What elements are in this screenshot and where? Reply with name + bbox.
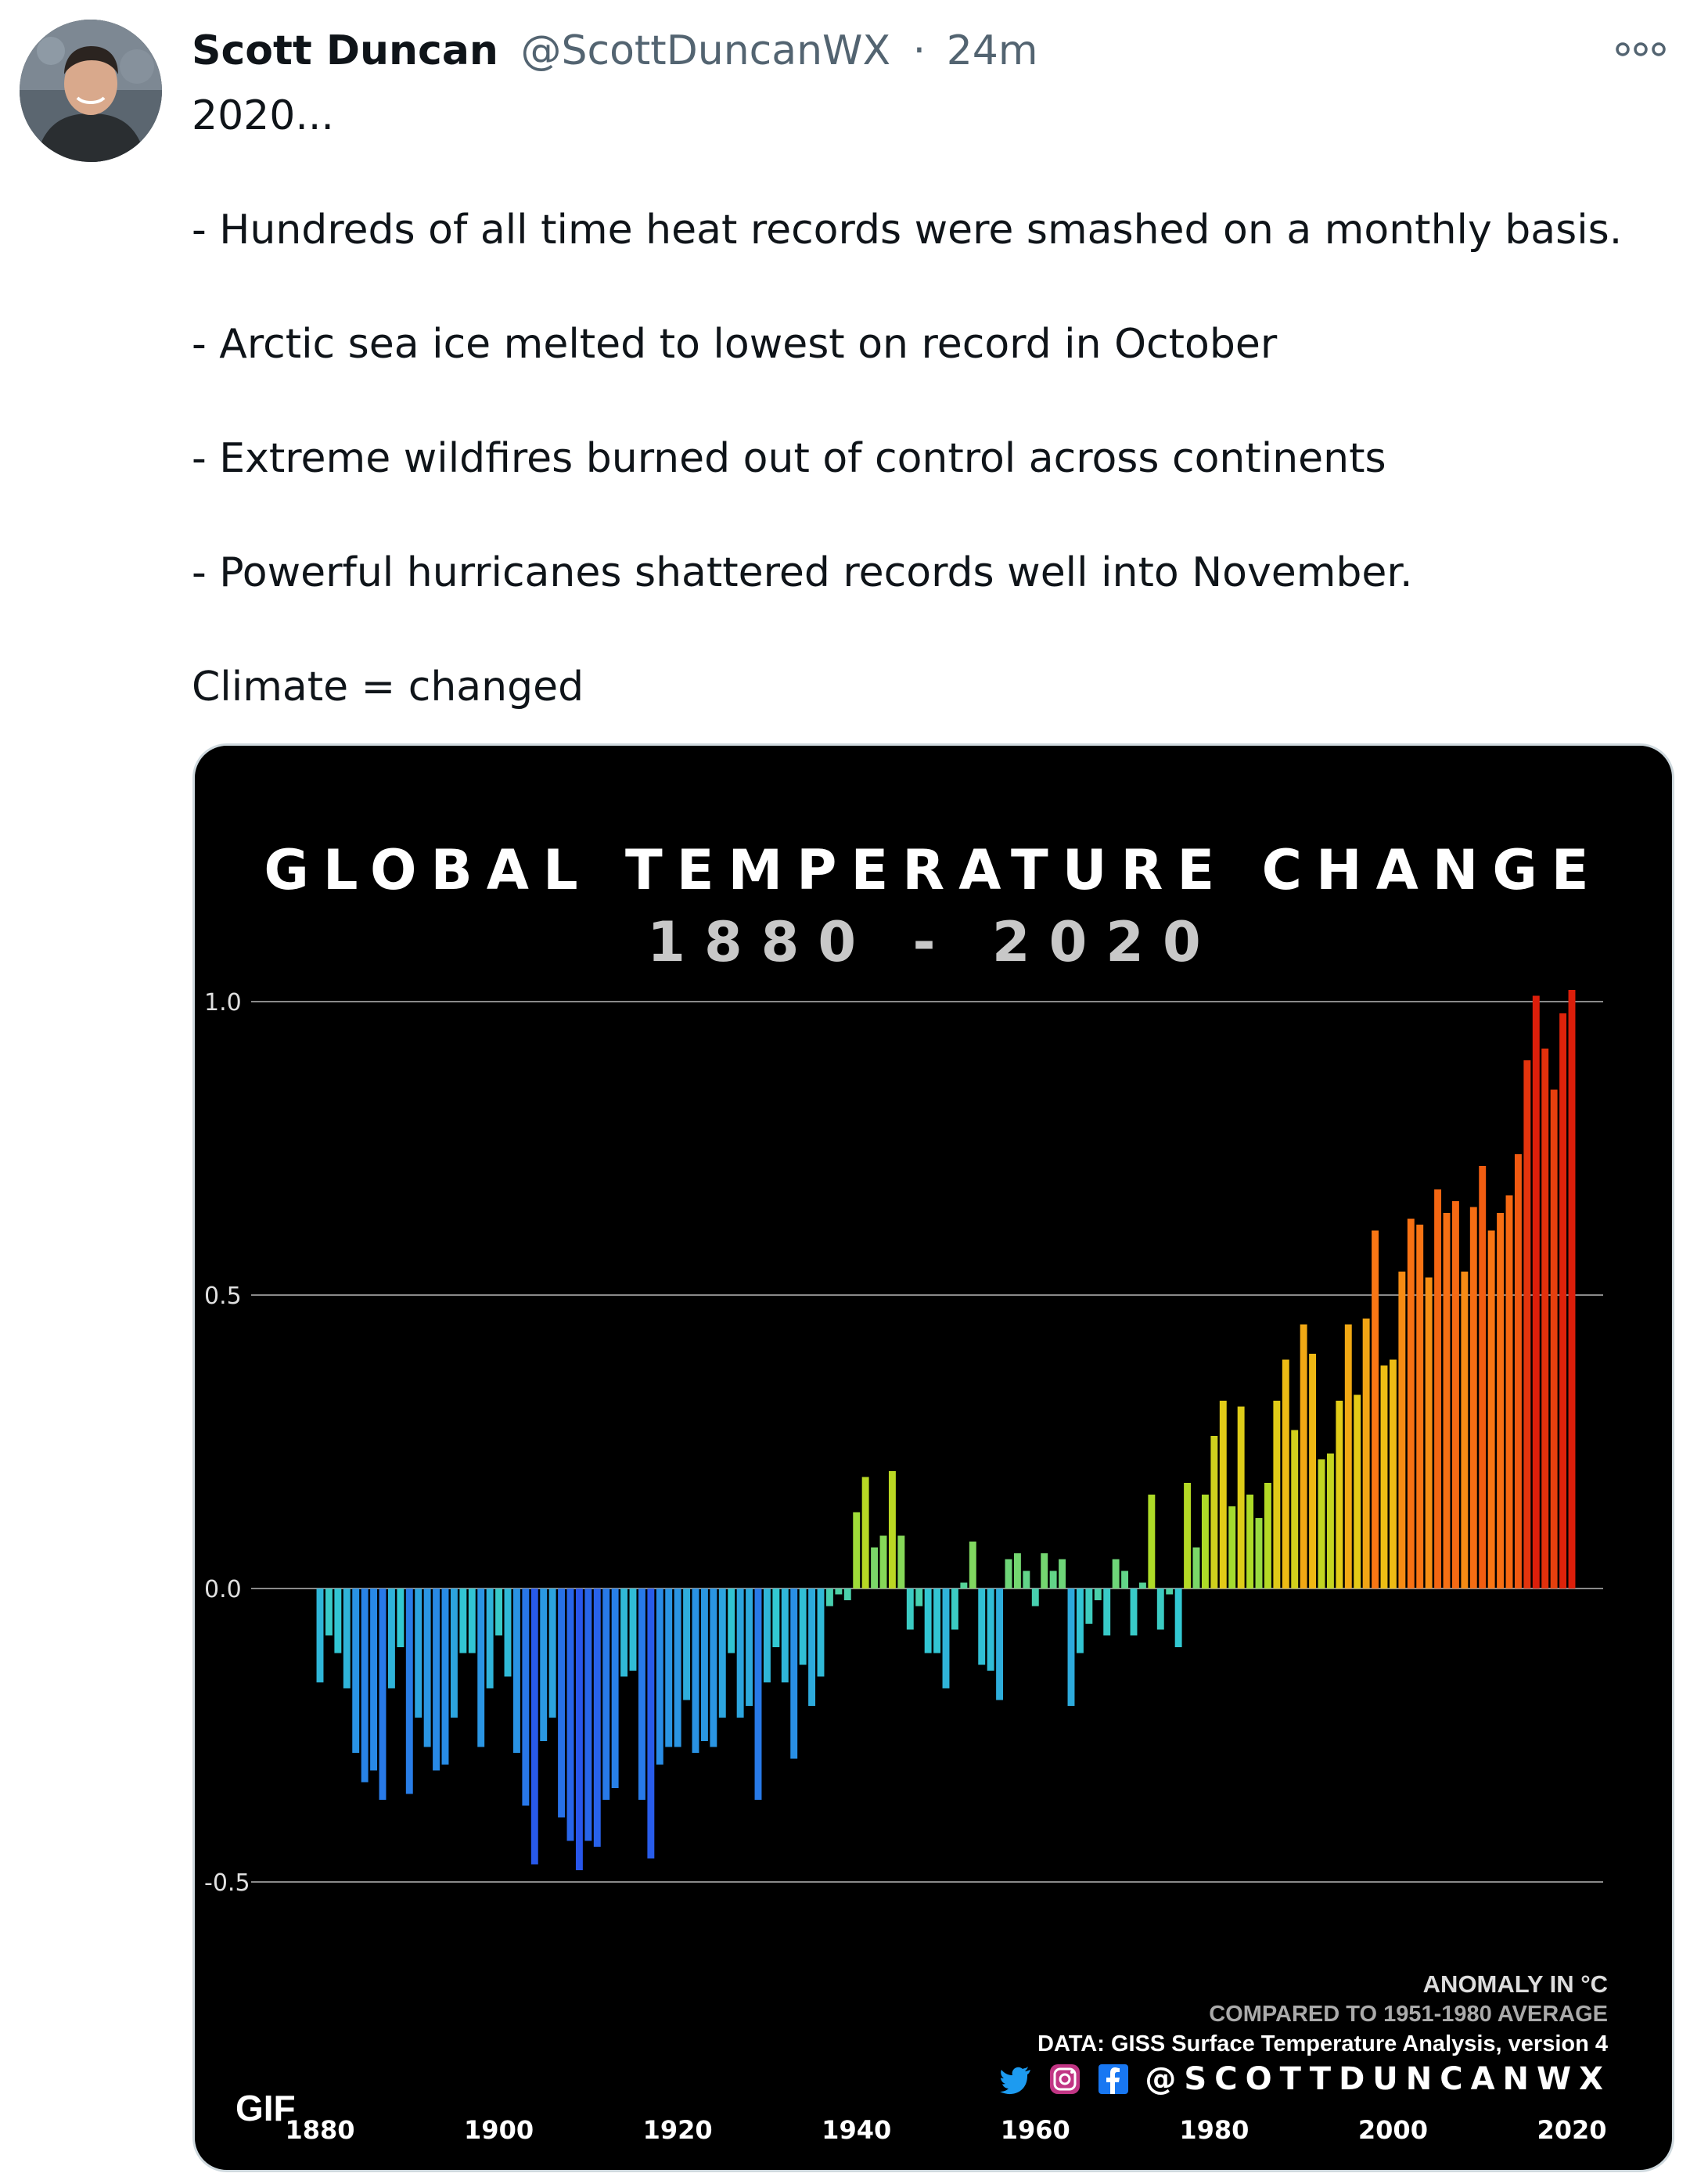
chart-baseline-label: COMPARED TO 1951-1980 AVERAGE bbox=[1209, 2002, 1608, 2027]
data-bar bbox=[897, 1536, 904, 1589]
tweet-header bbox=[192, 23, 1038, 78]
data-bar bbox=[612, 1589, 619, 1788]
data-bar bbox=[531, 1589, 538, 1865]
tweet-line: - Arctic sea ice melted to lowest on record in October bbox=[192, 321, 1278, 368]
data-bar bbox=[549, 1589, 556, 1718]
data-bar bbox=[1336, 1401, 1343, 1589]
chart-data-source: DATA: GISS Surface Temperature Analysis, version 4 bbox=[1037, 2031, 1608, 2056]
data-bar bbox=[1059, 1560, 1066, 1589]
data-bar bbox=[710, 1589, 717, 1747]
data-bar bbox=[1238, 1407, 1245, 1589]
data-bar bbox=[1488, 1231, 1495, 1589]
data-bar bbox=[370, 1589, 377, 1771]
data-bar bbox=[880, 1536, 887, 1589]
data-bar bbox=[1157, 1589, 1164, 1630]
separator-dot: · bbox=[912, 27, 926, 74]
data-bar bbox=[853, 1513, 860, 1589]
data-bar bbox=[1434, 1189, 1441, 1589]
data-bar bbox=[1282, 1360, 1289, 1589]
data-bar bbox=[871, 1548, 878, 1589]
data-bar bbox=[325, 1589, 333, 1635]
data-bar bbox=[1121, 1571, 1128, 1589]
data-bar bbox=[1408, 1219, 1415, 1589]
data-bar bbox=[1479, 1166, 1486, 1589]
gif-badge: GIF bbox=[236, 2088, 296, 2128]
data-bar bbox=[925, 1589, 932, 1653]
tweet-line: - Hundreds of all time heat records were smashed on a monthly basis. bbox=[192, 207, 1623, 254]
data-bar bbox=[1318, 1459, 1325, 1589]
data-bar bbox=[433, 1589, 440, 1771]
data-bar bbox=[1381, 1365, 1388, 1589]
x-tick-label: 1960 bbox=[1000, 2115, 1070, 2145]
data-bar bbox=[522, 1589, 529, 1806]
data-bar bbox=[692, 1589, 699, 1753]
data-bar bbox=[495, 1589, 502, 1635]
data-bar bbox=[782, 1589, 789, 1682]
author-handle[interactable]: @ScottDuncanWX bbox=[520, 27, 891, 74]
data-bar bbox=[1175, 1589, 1182, 1647]
avatar[interactable] bbox=[20, 20, 162, 162]
data-bar bbox=[630, 1589, 637, 1671]
data-bar bbox=[451, 1589, 458, 1718]
data-bar bbox=[1095, 1589, 1102, 1600]
data-bar bbox=[1202, 1495, 1209, 1589]
tweet-time[interactable]: 24m bbox=[946, 27, 1038, 74]
data-bar bbox=[1309, 1354, 1316, 1589]
data-bar bbox=[1452, 1201, 1459, 1589]
tweet-line: 2020... bbox=[192, 92, 334, 139]
x-tick-label: 1940 bbox=[822, 2115, 892, 2145]
y-tick-label: 1.0 bbox=[204, 989, 242, 1016]
data-bar bbox=[647, 1589, 654, 1858]
data-bar bbox=[915, 1589, 922, 1607]
data-bar bbox=[567, 1589, 574, 1841]
data-bar bbox=[469, 1589, 476, 1653]
data-bar bbox=[1220, 1401, 1227, 1589]
data-bar bbox=[415, 1589, 422, 1718]
data-bar bbox=[1005, 1560, 1012, 1589]
data-bar bbox=[1497, 1213, 1504, 1589]
data-bar bbox=[1551, 1090, 1558, 1589]
data-bar bbox=[656, 1589, 663, 1765]
data-bar bbox=[424, 1589, 431, 1747]
data-bar bbox=[1273, 1401, 1280, 1589]
data-bar bbox=[943, 1589, 950, 1689]
data-bar bbox=[1345, 1325, 1352, 1589]
data-bar bbox=[343, 1589, 351, 1689]
data-bar bbox=[1300, 1325, 1307, 1589]
data-bar bbox=[1264, 1483, 1271, 1589]
data-bar bbox=[1291, 1430, 1298, 1589]
data-bar bbox=[1184, 1483, 1191, 1589]
data-bar bbox=[808, 1589, 815, 1706]
data-bar bbox=[1416, 1225, 1423, 1589]
data-bar bbox=[1559, 1013, 1566, 1589]
chart-title: GLOBAL TEMPERATURE CHANGE bbox=[264, 838, 1603, 902]
author-name[interactable]: Scott Duncan bbox=[192, 27, 498, 74]
data-bar bbox=[459, 1589, 466, 1653]
data-bar bbox=[987, 1589, 994, 1671]
data-bar bbox=[1470, 1207, 1477, 1589]
data-bar bbox=[1103, 1589, 1110, 1635]
y-tick-label: -0.5 bbox=[204, 1869, 250, 1897]
social-handle: @SCOTTDUNCANWX bbox=[1145, 2061, 1611, 2097]
data-bar bbox=[719, 1589, 726, 1718]
data-bar bbox=[960, 1583, 967, 1589]
data-bar bbox=[728, 1589, 735, 1653]
twitter-icon bbox=[999, 2062, 1034, 2096]
tweet-line: - Extreme wildfires burned out of control across continents bbox=[192, 435, 1386, 482]
facebook-icon bbox=[1096, 2062, 1131, 2096]
x-tick-label: 1920 bbox=[642, 2115, 713, 2145]
data-bar bbox=[737, 1589, 744, 1718]
data-bar bbox=[1014, 1553, 1021, 1589]
data-bar bbox=[505, 1589, 512, 1677]
data-bar bbox=[1398, 1272, 1405, 1589]
data-bar bbox=[317, 1589, 324, 1682]
data-bar bbox=[1193, 1548, 1200, 1589]
data-bar bbox=[951, 1589, 958, 1630]
data-bar bbox=[1131, 1589, 1138, 1635]
data-bar bbox=[1050, 1571, 1057, 1589]
data-bar bbox=[772, 1589, 779, 1647]
data-bar bbox=[1523, 1060, 1530, 1589]
data-bar bbox=[746, 1589, 753, 1706]
data-bar bbox=[602, 1589, 609, 1800]
data-bar bbox=[996, 1589, 1003, 1700]
data-bar bbox=[674, 1589, 681, 1747]
data-bar bbox=[1041, 1553, 1048, 1589]
data-bar bbox=[1032, 1589, 1039, 1607]
data-bar bbox=[1533, 996, 1540, 1589]
data-bar bbox=[620, 1589, 627, 1677]
data-bar bbox=[1113, 1560, 1120, 1589]
data-bar bbox=[1372, 1231, 1379, 1589]
data-bar bbox=[1228, 1506, 1235, 1589]
data-bar bbox=[1077, 1589, 1084, 1653]
data-bar bbox=[576, 1589, 583, 1870]
data-bar bbox=[540, 1589, 547, 1741]
temperature-chart bbox=[195, 746, 1672, 2170]
data-bar bbox=[1068, 1589, 1075, 1706]
data-bar bbox=[1354, 1395, 1361, 1589]
data-bar bbox=[1148, 1495, 1155, 1589]
data-bar bbox=[388, 1589, 395, 1689]
data-bar bbox=[1515, 1154, 1522, 1589]
data-bar bbox=[1327, 1454, 1334, 1589]
data-bar bbox=[513, 1589, 520, 1753]
tweet-line: - Powerful hurricanes shattered records well into November. bbox=[192, 549, 1413, 596]
x-tick-label: 1900 bbox=[464, 2115, 534, 2145]
data-bar bbox=[638, 1589, 645, 1800]
data-bar bbox=[477, 1589, 484, 1747]
more-horizontal-icon[interactable] bbox=[1613, 30, 1668, 69]
data-bar bbox=[1541, 1049, 1548, 1589]
data-bar bbox=[1166, 1589, 1173, 1595]
data-bar bbox=[701, 1589, 708, 1741]
instagram-icon bbox=[1048, 2062, 1082, 2096]
data-bar bbox=[764, 1589, 771, 1682]
data-bar bbox=[755, 1589, 762, 1800]
profile-photo bbox=[20, 20, 162, 162]
data-bar bbox=[790, 1589, 797, 1759]
data-bar bbox=[1444, 1213, 1451, 1589]
x-tick-label: 2020 bbox=[1537, 2115, 1607, 2145]
data-bar bbox=[1085, 1589, 1092, 1624]
data-bar bbox=[361, 1589, 369, 1783]
data-bar bbox=[1363, 1319, 1370, 1589]
data-bar bbox=[818, 1589, 825, 1677]
chart-anomaly-label: ANOMALY IN °C bbox=[1422, 1970, 1608, 1998]
data-bar bbox=[1390, 1360, 1397, 1589]
data-bar bbox=[683, 1589, 690, 1700]
tweet-media-gif[interactable] bbox=[192, 743, 1674, 2172]
y-tick-label: 0.5 bbox=[204, 1283, 242, 1310]
data-bar bbox=[844, 1589, 851, 1600]
chart-subtitle: 1880 - 2020 bbox=[647, 910, 1220, 974]
data-bar bbox=[1210, 1436, 1217, 1589]
data-bar bbox=[1461, 1272, 1468, 1589]
data-bar bbox=[558, 1589, 565, 1818]
y-tick-label: 0.0 bbox=[204, 1576, 242, 1603]
data-bar bbox=[835, 1589, 842, 1595]
data-bar bbox=[907, 1589, 914, 1630]
data-bar bbox=[397, 1589, 404, 1647]
data-bar bbox=[862, 1477, 869, 1589]
data-bar bbox=[978, 1589, 985, 1665]
data-bar bbox=[889, 1471, 896, 1589]
data-bar bbox=[1023, 1571, 1030, 1589]
data-bar bbox=[665, 1589, 672, 1747]
data-bar bbox=[487, 1589, 494, 1689]
data-bar bbox=[1139, 1583, 1146, 1589]
data-bar bbox=[969, 1542, 976, 1589]
data-bar bbox=[1569, 990, 1576, 1589]
tweet-text bbox=[192, 88, 1647, 715]
data-bar bbox=[584, 1589, 592, 1841]
data-bar bbox=[1426, 1278, 1433, 1589]
data-bar bbox=[933, 1589, 940, 1653]
data-bar bbox=[826, 1589, 833, 1607]
tweet-line: Climate = changed bbox=[192, 664, 584, 711]
social-credit bbox=[999, 2060, 1611, 2098]
x-tick-label: 1880 bbox=[285, 2115, 355, 2145]
data-bar bbox=[352, 1589, 359, 1753]
data-bar bbox=[442, 1589, 449, 1765]
data-bar bbox=[334, 1589, 341, 1653]
data-bar bbox=[800, 1589, 807, 1665]
data-bar bbox=[594, 1589, 601, 1847]
x-tick-label: 2000 bbox=[1357, 2115, 1428, 2145]
data-bar bbox=[379, 1589, 387, 1800]
x-tick-label: 1980 bbox=[1179, 2115, 1250, 2145]
data-bar bbox=[1256, 1518, 1263, 1589]
data-bar bbox=[406, 1589, 413, 1794]
data-bar bbox=[1246, 1495, 1253, 1589]
data-bar bbox=[1506, 1196, 1513, 1589]
